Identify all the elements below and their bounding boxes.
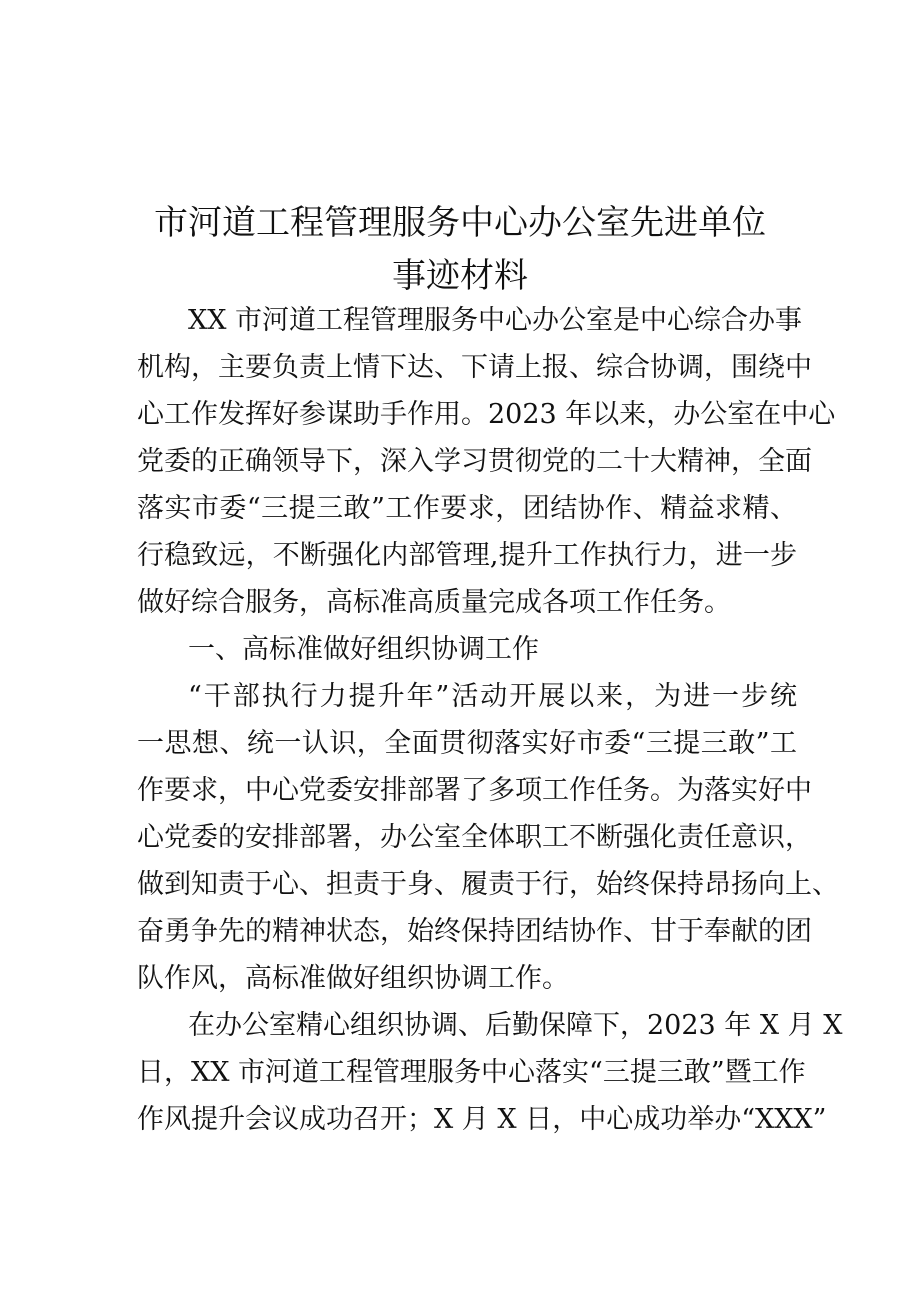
- paragraph-2-line: 心党委的安排部署，办公室全体职工不断强化责任意识，: [137, 822, 812, 853]
- paragraph-1-line: 行稳致远，不断强化内部管理,提升工作执行力，进一步: [137, 540, 797, 571]
- paragraph-1-line: 做好综合服务，高标准高质量完成各项工作任务。: [137, 587, 731, 618]
- paragraph-2-line: “干部执行力提升年”活动开展以来，为进一步统: [188, 681, 797, 712]
- paragraph-1-line: XX 市河道工程管理服务中心办公室是中心综合办事: [188, 305, 803, 336]
- paragraph-2-line: 做到知责于心、担责于身、履责于行，始终保持昂扬向上、: [137, 869, 839, 900]
- paragraph-2-line: 作要求，中心党委安排部署了多项工作任务。为落实好中: [137, 775, 812, 806]
- paragraph-2-line: 一思想、统一认识，全面贯彻落实好市委“三提三敢”工: [137, 728, 797, 759]
- paragraph-1-line: 机构，主要负责上情下达、下请上报、综合协调，围绕中: [137, 352, 812, 383]
- paragraph-3-line: 日，XX 市河道工程管理服务中心落实“三提三敢”暨工作: [137, 1057, 806, 1088]
- paragraph-2-line: 奋勇争先的精神状态，始终保持团结协作、甘于奉献的团: [137, 916, 812, 947]
- document-title-line-2: 事迹材料: [392, 256, 528, 296]
- paragraph-1-line: 心工作发挥好参谋助手作用。2023 年以来，办公室在中心: [137, 399, 836, 430]
- document-title-line-1: 市河道工程管理服务中心办公室先进单位: [154, 203, 766, 243]
- paragraph-1-line: 落实市委“三提三敢”工作要求，团结协作、精益求精、: [137, 493, 797, 524]
- paragraph-1-line: 党委的正确领导下，深入学习贯彻党的二十大精神，全面: [137, 446, 812, 477]
- paragraph-3-line: 作风提升会议成功召开；X 月 X 日，中心成功举办“XXX”: [137, 1104, 827, 1135]
- section-heading: 一、高标准做好组织协调工作: [188, 634, 539, 665]
- paragraph-2-line: 队作风，高标准做好组织协调工作。: [137, 963, 569, 994]
- paragraph-3-line: 在办公室精心组织协调、后勤保障下，2023 年 X 月 X: [188, 1010, 843, 1041]
